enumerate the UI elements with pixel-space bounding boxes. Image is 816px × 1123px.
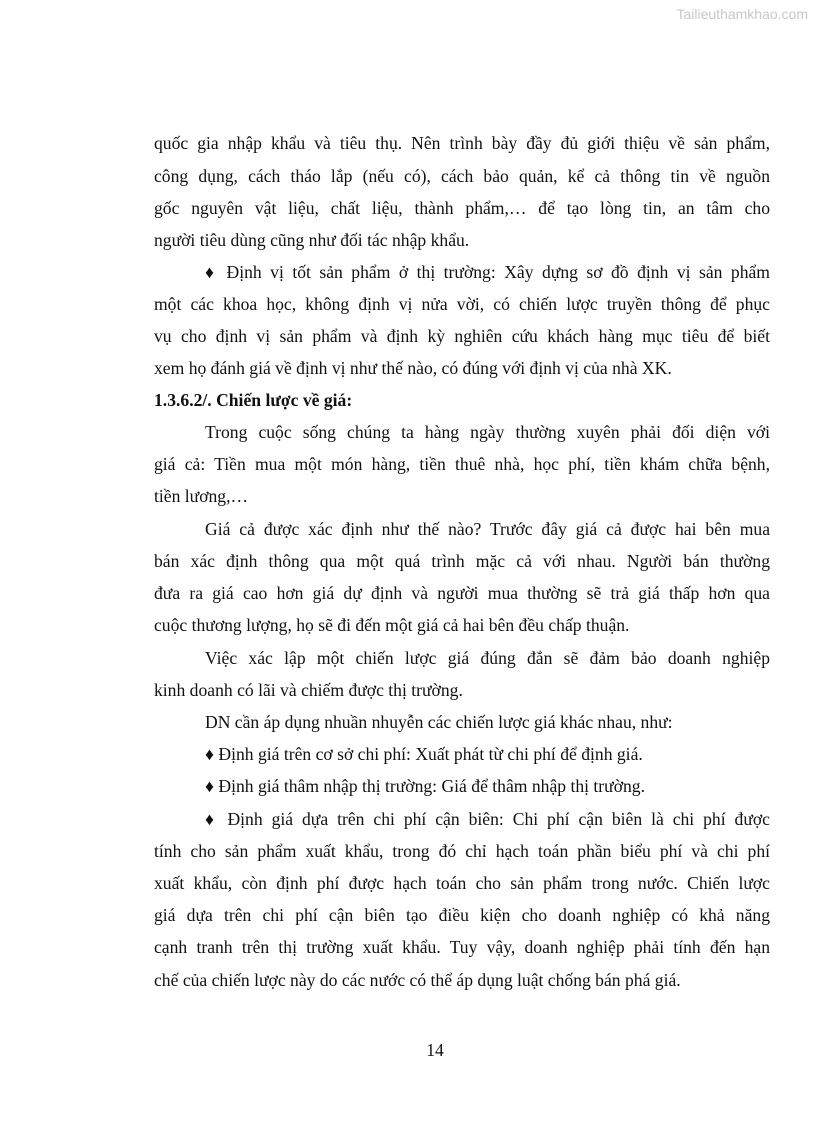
text-line: ♦ Định giá trên cơ sở chi phí: Xuất phát từ chi phí để định giá. [205, 744, 643, 764]
text-line: giá dựa trên chi phí cận biên tạo điều kiện cho doanh nghiệp có khả năng [154, 905, 770, 925]
text-line: ♦ Định giá thâm nhập thị trường: Giá để thâm nhập thị trường. [205, 776, 645, 796]
text-line: Việc xác lập một chiến lược giá đúng đắn sẽ đảm bảo doanh nghiệp [205, 648, 770, 668]
text-line: Trong cuộc sống chúng ta hàng ngày thường xuyên phải đối diện với [205, 422, 770, 442]
text-line: tính cho sản phẩm xuất khẩu, trong đó chỉ hạch toán phần biểu phí và chi phí [154, 841, 770, 861]
text-line: vụ cho định vị sản phẩm và định kỳ nghiên cứu khách hàng mục tiêu để biết [154, 326, 770, 346]
text-line: chế của chiến lược này do các nước có thể áp dụng luật chống bán phá giá. [154, 970, 681, 990]
text-line: xem họ đánh giá về định vị như thế nào, có đúng với định vị của nhà XK. [154, 358, 672, 378]
text-line: ♦ Định vị tốt sản phẩm ở thị trường: Xây dựng sơ đồ định vị sản phẩm [205, 262, 770, 282]
text-line: bán xác định thông qua một quá trình mặc cả với nhau. Người bán thường [154, 551, 770, 571]
text-line: giá cả: Tiền mua một món hàng, tiền thuê nhà, học phí, tiền khám chữa bệnh, [154, 454, 770, 474]
section-heading: 1.3.6.2/. Chiến lược về giá: [154, 390, 353, 410]
text-line: DN cần áp dụng nhuần nhuyễn các chiến lược giá khác nhau, như: [205, 712, 673, 732]
text-line: cạnh tranh trên thị trường xuất khẩu. Tuy vậy, doanh nghiệp phải tính đến hạn [154, 937, 770, 957]
watermark: Tailieuthamkhao.com [676, 6, 808, 22]
text-line: đưa ra giá cao hơn giá dự định và người mua thường sẽ trả giá thấp hơn qua [154, 583, 770, 603]
text-line: người tiêu dùng cũng như đối tác nhập khẩu. [154, 230, 470, 250]
text-line: Giá cả được xác định như thế nào? Trước đây giá cả được hai bên mua [205, 519, 770, 539]
text-line: kinh doanh có lãi và chiếm được thị trường. [154, 680, 463, 700]
text-line: xuất khẩu, còn định phí được hạch toán cho sản phẩm trong nước. Chiến lược [154, 873, 770, 893]
text-line: một các khoa học, không định vị nửa vời, có chiến lược truyền thông để phục [154, 294, 770, 314]
text-line: ♦ Định giá dựa trên chi phí cận biên: Chi phí cận biên là chi phí được [205, 809, 770, 829]
text-line: cuộc thương lượng, họ sẽ đi đến một giá cả hai bên đều chấp thuận. [154, 615, 630, 635]
page-number: 14 [426, 1040, 444, 1060]
text-line: quốc gia nhập khẩu và tiêu thụ. Nên trình bày đầy đủ giới thiệu về sản phẩm, [154, 133, 770, 153]
text-line: tiền lương,… [154, 486, 249, 506]
text-line: gốc nguyên vật liệu, chất liệu, thành phẩm,… để tạo lòng tin, an tâm cho [154, 198, 770, 218]
text-line: công dụng, cách tháo lắp (nếu có), cách bảo quản, kể cả thông tin về nguồn [154, 166, 770, 186]
